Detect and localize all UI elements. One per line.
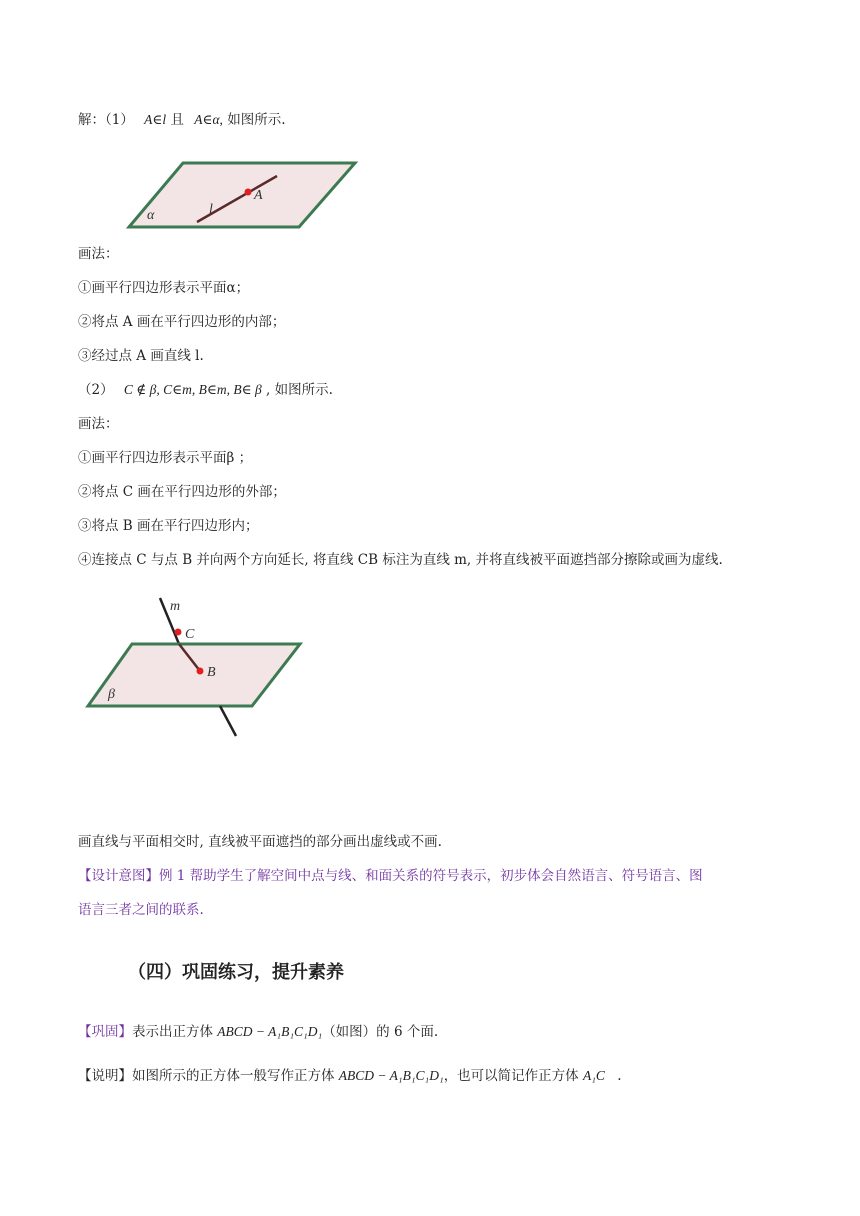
figure2-line-m-lower (220, 706, 236, 736)
part1-suffix: 如图所示. (227, 112, 286, 128)
figure2-point-c (175, 629, 182, 636)
figure1-label-l: l (209, 202, 213, 217)
figure1-label-a: A (254, 188, 263, 203)
method2-step-1: ①画平行四边形表示平面β ； (78, 450, 253, 466)
part1-statement (78, 110, 286, 130)
explain-line (78, 1066, 622, 1086)
figure2-point-b (197, 668, 204, 675)
consolidate-text-before: 表示出正方体 (132, 1024, 213, 1040)
design-intent-text1: 例 1 帮助学生了解空间中点与线、和面关系的符号表示，初步体会自然语言、符号语言、图 (159, 868, 703, 884)
explain-text-before: 如图所示的正方体一般写作正方体 (132, 1068, 335, 1084)
method2-title: 画法： (78, 416, 119, 432)
design-intent-line2: 语言三者之间的联系. (78, 902, 204, 918)
figure2-label-c: C (185, 627, 195, 642)
part1-and: 且 (170, 112, 184, 128)
figure2-label-m: m (170, 599, 181, 614)
design-intent-line1 (78, 866, 703, 886)
figure2-label-b: B (207, 665, 216, 680)
part2-statement-symbols: C ∉ β, C∈m, B∈m, B∈ β (123, 382, 262, 397)
figure1-point-a (245, 189, 252, 196)
consolidate-text-after: （如图）的 6 个面. (322, 1024, 439, 1040)
consolidate-line (78, 1022, 438, 1042)
section-heading: （四）巩固练习，提升素养 (128, 962, 344, 983)
part1-statement-b: A∈α, (194, 112, 223, 127)
part2-statement (78, 380, 333, 400)
explain-text-middle: ，也可以简记作正方体 (443, 1068, 579, 1084)
method1-step-1: ①画平行四边形表示平面α； (78, 280, 250, 296)
part2-suffix: , 如图所示. (265, 382, 333, 398)
note-text: 画直线与平面相交时, 直线被平面遮挡的部分画出虚线或不画. (78, 834, 442, 850)
figure1-plane-diagram (125, 140, 365, 230)
consolidate-tag: 【巩固】 (78, 1024, 132, 1040)
part1-prefix: 解：（1） (78, 112, 134, 128)
part1-statement-a: A∈l (144, 112, 167, 127)
method1-step-3: ③经过点 A 画直线 l. (78, 348, 204, 364)
explain-short-name: A₁C (582, 1068, 605, 1083)
figure2-label-beta: β (108, 687, 115, 702)
design-intent-tag: 【设计意图】 (78, 868, 159, 884)
figure2-plane-diagram (84, 592, 314, 742)
figure1-label-alpha: α (147, 208, 155, 223)
method2-step-2: ②将点 C 画在平行四边形的外部； (78, 484, 286, 500)
figure2-plane (88, 644, 300, 706)
method1-step-2: ②将点 A 画在平行四边形的内部； (78, 314, 286, 330)
method2-step-3: ③将点 B 画在平行四边形内； (78, 518, 259, 534)
method1-title: 画法： (78, 246, 119, 262)
explain-tag: 【说明】 (78, 1068, 132, 1084)
consolidate-cube-name: ABCD − A₁B₁C₁D₁ (217, 1024, 323, 1039)
part2-prefix: （2） (78, 382, 114, 398)
explain-cube-name: ABCD − A₁B₁C₁D₁ (338, 1068, 444, 1083)
explain-text-end: . (617, 1068, 622, 1084)
method2-step-4: ④连接点 C 与点 B 并向两个方向延长, 将直线 CB 标注为直线 m, 并将直线被平面遮挡部分擦除或画为虚线. (78, 552, 723, 568)
